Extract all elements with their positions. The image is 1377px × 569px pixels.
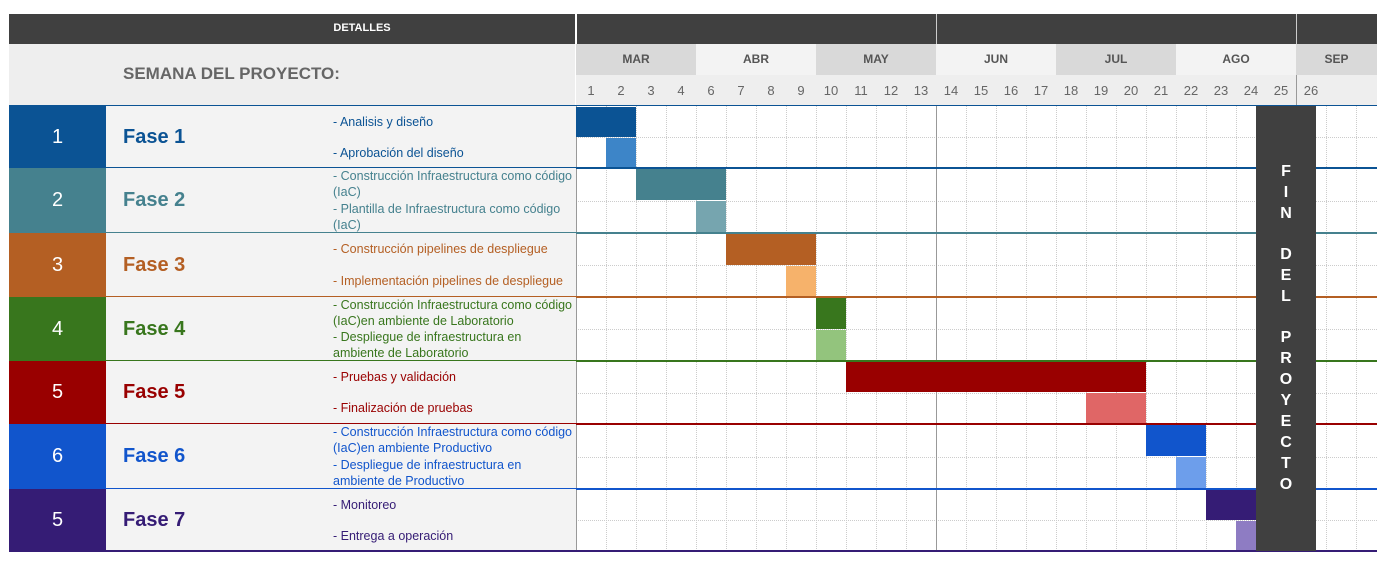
grid-vline bbox=[1356, 106, 1357, 551]
task-cell bbox=[333, 233, 573, 265]
grid-vline bbox=[936, 106, 937, 551]
details-header-title: DETALLES bbox=[333, 22, 391, 34]
gantt-bar-main bbox=[1146, 425, 1206, 456]
task-cell bbox=[333, 361, 573, 393]
gantt-bar-main bbox=[846, 362, 1146, 392]
week-label: 22 bbox=[1183, 83, 1199, 98]
week-label: 26 bbox=[1303, 83, 1319, 98]
task-cell bbox=[333, 424, 573, 457]
week-label: 9 bbox=[797, 83, 805, 98]
week-label: 20 bbox=[1123, 83, 1139, 98]
task-cell bbox=[333, 520, 573, 551]
grid-vline bbox=[1026, 106, 1027, 551]
phase-divider bbox=[9, 550, 1377, 552]
end-letter: O bbox=[1279, 476, 1293, 493]
grid-vline bbox=[1056, 106, 1057, 551]
week-label: 12 bbox=[883, 83, 899, 98]
end-letter: L bbox=[1281, 288, 1291, 305]
end-letter: T bbox=[1281, 455, 1291, 472]
week-separator bbox=[1296, 75, 1297, 106]
task-label: - Pruebas y validación bbox=[333, 369, 456, 384]
week-label: 11 bbox=[854, 83, 868, 98]
task-cell bbox=[333, 106, 573, 137]
grid-vline bbox=[1116, 106, 1117, 551]
week-label: 10 bbox=[823, 83, 839, 98]
body-top-line bbox=[9, 105, 1377, 106]
week-label: 13 bbox=[913, 83, 929, 98]
gantt-bar-main bbox=[726, 234, 816, 265]
task-cell bbox=[333, 297, 573, 329]
grid-vline bbox=[1326, 106, 1327, 551]
end-letter: P bbox=[1280, 329, 1292, 346]
end-letter: C bbox=[1280, 434, 1292, 451]
phase-number: 2 bbox=[9, 168, 106, 233]
week-label: 1 bbox=[587, 83, 595, 98]
gantt-bar-sub bbox=[606, 138, 636, 168]
week-label: 7 bbox=[737, 83, 745, 98]
task-label: - Despliegue de infraestructura en ambiente de Laboratorio bbox=[333, 330, 522, 360]
week-label: 25 bbox=[1273, 83, 1289, 98]
grid-vline bbox=[966, 106, 967, 551]
task-label: - Construcción pipelines de despliegue bbox=[333, 242, 548, 256]
end-letter: N bbox=[1280, 205, 1292, 222]
phase-number: 4 bbox=[9, 297, 106, 361]
task-label: - Monitoreo bbox=[333, 497, 397, 512]
grid-vline bbox=[726, 106, 727, 551]
task-label: - Construcción Infraestructura como código (IaC)en ambiente de Laboratorio bbox=[333, 298, 572, 328]
timeline-header bbox=[577, 14, 1377, 44]
month-label: JUL bbox=[1056, 44, 1176, 75]
phase-number: 5 bbox=[9, 489, 106, 551]
week-label: 8 bbox=[767, 83, 775, 98]
grid-vline bbox=[786, 106, 787, 551]
end-letter: F bbox=[1281, 163, 1291, 180]
task-label: - Plantilla de Infraestructura como código (IaC) bbox=[333, 201, 561, 232]
end-letter: I bbox=[1283, 184, 1289, 201]
task-cell bbox=[333, 457, 573, 490]
month-label: ABR bbox=[696, 44, 816, 75]
phase-name: Fase 6 bbox=[123, 445, 186, 467]
header-separator bbox=[1296, 14, 1297, 44]
task-label: - Construcción Infraestructura como código (IaC) bbox=[333, 169, 572, 200]
task-cell bbox=[333, 168, 573, 201]
month-label: AGO bbox=[1176, 44, 1296, 75]
end-letter: O bbox=[1279, 371, 1293, 388]
task-cell bbox=[333, 137, 573, 168]
month-label: SEP bbox=[1296, 44, 1377, 75]
week-label: 17 bbox=[1033, 83, 1049, 98]
phase-name: Fase 2 bbox=[123, 189, 186, 211]
task-label: - Aprobación del diseño bbox=[333, 145, 464, 160]
gantt-bar-sub bbox=[1086, 393, 1146, 424]
week-label: 16 bbox=[1003, 83, 1019, 98]
phase-name: Fase 1 bbox=[123, 126, 186, 148]
grid-vline bbox=[1236, 106, 1237, 551]
month-label: MAR bbox=[576, 44, 696, 75]
task-cell bbox=[333, 265, 573, 297]
gantt-bar-sub bbox=[1176, 457, 1206, 489]
task-label: - Construcción Infraestructura como código (IaC)en ambiente Productivo bbox=[333, 425, 572, 456]
task-label: - Analisis y diseño bbox=[333, 114, 434, 129]
end-letter: Y bbox=[1280, 392, 1292, 409]
week-label: 14 bbox=[943, 83, 959, 98]
week-label: 24 bbox=[1243, 83, 1259, 98]
phase-name: Fase 4 bbox=[123, 318, 186, 340]
phase-name: Fase 5 bbox=[123, 381, 186, 403]
week-label: 6 bbox=[707, 83, 715, 98]
grid-vline bbox=[576, 106, 577, 551]
week-label: 18 bbox=[1063, 83, 1079, 98]
task-label: - Implementación pipelines de despliegue bbox=[333, 274, 564, 288]
week-label: 4 bbox=[677, 83, 685, 98]
week-label: 3 bbox=[647, 83, 655, 98]
month-label: JUN bbox=[936, 44, 1056, 75]
task-cell bbox=[333, 489, 573, 520]
phase-number: 6 bbox=[9, 424, 106, 489]
end-letter bbox=[1256, 226, 1316, 246]
end-of-project-text bbox=[1256, 163, 1316, 503]
end-letter: E bbox=[1280, 267, 1292, 284]
grid-vline bbox=[1206, 106, 1207, 551]
gantt-bar-main bbox=[576, 107, 636, 137]
phase-name: Fase 7 bbox=[123, 509, 186, 531]
task-cell bbox=[333, 393, 573, 425]
task-label: - Despliegue de infraestructura en ambiente de Productivo bbox=[333, 457, 522, 488]
gantt-bar-sub bbox=[786, 266, 816, 297]
gantt-bar-sub bbox=[696, 201, 726, 233]
semana-label: SEMANA DEL PROYECTO: bbox=[123, 64, 340, 83]
grid-vline bbox=[756, 106, 757, 551]
week-label: 2 bbox=[617, 83, 625, 98]
end-letter: D bbox=[1280, 246, 1292, 263]
phase-number: 5 bbox=[9, 361, 106, 424]
end-letter bbox=[1256, 309, 1316, 329]
phase-number: 3 bbox=[9, 233, 106, 297]
end-letter: R bbox=[1280, 350, 1292, 367]
task-cell bbox=[333, 201, 573, 234]
gantt-bar-main bbox=[816, 298, 846, 329]
week-label: 19 bbox=[1093, 83, 1109, 98]
week-label: 21 bbox=[1153, 83, 1169, 98]
phase-name: Fase 3 bbox=[123, 254, 186, 276]
grid-vline bbox=[1086, 106, 1087, 551]
header-separator bbox=[936, 14, 937, 44]
grid-vline bbox=[1146, 106, 1147, 551]
week-label: 23 bbox=[1213, 83, 1229, 98]
task-label: - Finalización de pruebas bbox=[333, 401, 473, 416]
grid-vline bbox=[906, 106, 907, 551]
grid-vline bbox=[846, 106, 847, 551]
grid-vline bbox=[606, 106, 607, 551]
task-cell bbox=[333, 329, 573, 361]
end-letter: E bbox=[1280, 413, 1292, 430]
grid-vline bbox=[876, 106, 877, 551]
grid-vline bbox=[996, 106, 997, 551]
month-label: MAY bbox=[816, 44, 936, 75]
task-label: - Entrega a operación bbox=[333, 528, 454, 543]
gantt-bar-sub bbox=[816, 330, 846, 361]
gantt-bar-main bbox=[636, 169, 726, 200]
phase-number: 1 bbox=[9, 106, 106, 168]
week-label: 15 bbox=[973, 83, 989, 98]
